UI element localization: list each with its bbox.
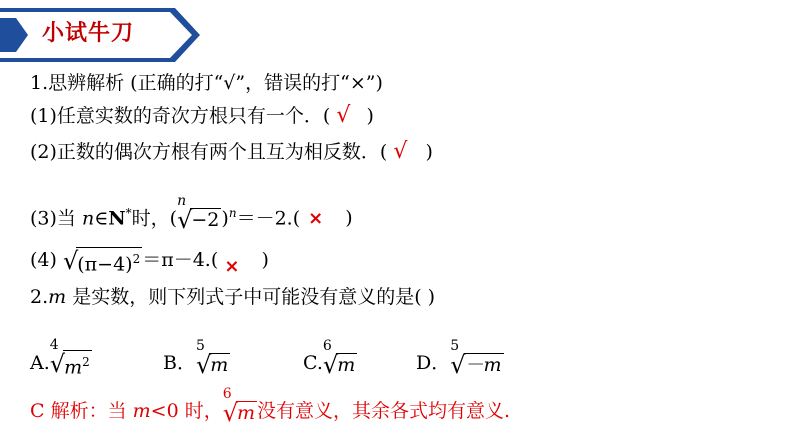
q1-item-2-text: (2)正数的偶次方根有两个且互为相反数．( — [30, 141, 388, 163]
option-a-label: A. — [30, 352, 50, 375]
radicand: m — [210, 354, 229, 376]
q1-item-4-prefix: (4) — [30, 249, 57, 272]
option-c[interactable] — [303, 337, 357, 379]
radical-sign-icon: √ — [49, 350, 66, 379]
answer-suffix: 没有意义，其余各式均有意义. — [257, 400, 511, 422]
q1-item-3-star: * — [125, 206, 132, 220]
q2-heading-text: 是实数，则下列式子中可能没有意义的是( ) — [66, 286, 436, 308]
q1-item-3-prefix: (3)当 — [30, 207, 76, 230]
radical-sign-icon: √ — [322, 350, 339, 379]
q2-heading — [30, 284, 435, 310]
radicand: m — [237, 402, 256, 424]
q1-item-2-close: ) — [425, 141, 433, 163]
radicand: $m^2$ — [63, 350, 92, 378]
check-mark-icon: √ — [336, 103, 351, 128]
radical-index: n — [177, 192, 187, 209]
option-b-label: B． — [163, 352, 196, 374]
q1-item-3-in: ∈ — [94, 207, 109, 230]
cross-mark-icon: × — [224, 256, 240, 278]
option-a[interactable] — [30, 337, 92, 379]
radical-sign-icon: √ — [450, 350, 466, 379]
answer-prefix: C 解析：当 — [30, 400, 133, 422]
option-c-label: C. — [303, 352, 323, 374]
radicand: −2 — [191, 209, 220, 232]
section-banner — [0, 0, 794, 62]
q1-item-3: (3)当 n∈N*时，( n √−2 )$^n$＝－2.( × ) — [30, 192, 353, 234]
radical-expression — [222, 385, 257, 427]
radical-index: 6 — [322, 337, 332, 354]
radical-expression — [322, 337, 357, 379]
radical-sign-icon: √ — [177, 205, 193, 234]
option-b[interactable] — [163, 337, 230, 379]
option-d[interactable] — [416, 337, 504, 379]
q1-item-4-close: ) — [261, 249, 269, 272]
radicand: m — [337, 354, 356, 376]
q1-item-4 — [30, 247, 269, 278]
q2-var: m — [48, 286, 67, 308]
radical-sign-icon: √ — [195, 350, 212, 379]
radical-sign-icon: √ — [62, 247, 79, 276]
q1-item-3-pow: n — [228, 206, 237, 220]
q1-item-1-text: (1)任意实数的奇次方根只有一个．( — [30, 105, 331, 127]
radical-expression — [49, 337, 92, 379]
q1-heading: 1.思辨解析 (正确的打“√”，错误的打“×”) — [30, 72, 383, 94]
check-mark-icon: √ — [393, 139, 408, 164]
radical-expression — [450, 337, 503, 379]
radicand: －m — [464, 354, 502, 376]
q2-number: 2. — [30, 286, 49, 308]
radical-sign-icon: √ — [222, 398, 239, 427]
answer-condition: <0 时， — [150, 400, 223, 422]
radical-index: 5 — [195, 337, 205, 354]
q1-item-3-close: ) — [345, 207, 353, 230]
banner-title: 小试牛刀 — [42, 21, 135, 46]
q1-item-1 — [30, 103, 374, 129]
q1-item-3-when: 时，( — [131, 207, 178, 230]
q1-item-4-rest: ＝π－4.( — [142, 249, 219, 272]
radical-expression — [195, 337, 230, 379]
radical-index: 5 — [450, 337, 460, 354]
radical-index: 6 — [222, 385, 232, 402]
cross-mark-icon: × — [308, 208, 324, 230]
q2-answer — [30, 385, 511, 427]
radicand: $(\pi-4)^2$ — [76, 247, 142, 275]
option-d-label: D． — [416, 352, 451, 374]
q1-item-2 — [30, 139, 433, 165]
radical-expression — [63, 247, 142, 275]
radical-index: 4 — [49, 337, 59, 353]
answer-var: m — [132, 400, 151, 422]
radical-expression — [177, 192, 221, 234]
q1-item-3-set: N — [108, 207, 126, 230]
q1-item-3-rest: ＝－2.( — [236, 207, 301, 230]
q1-item-3-var: n — [81, 207, 95, 230]
q1-item-1-close: ) — [366, 105, 374, 127]
